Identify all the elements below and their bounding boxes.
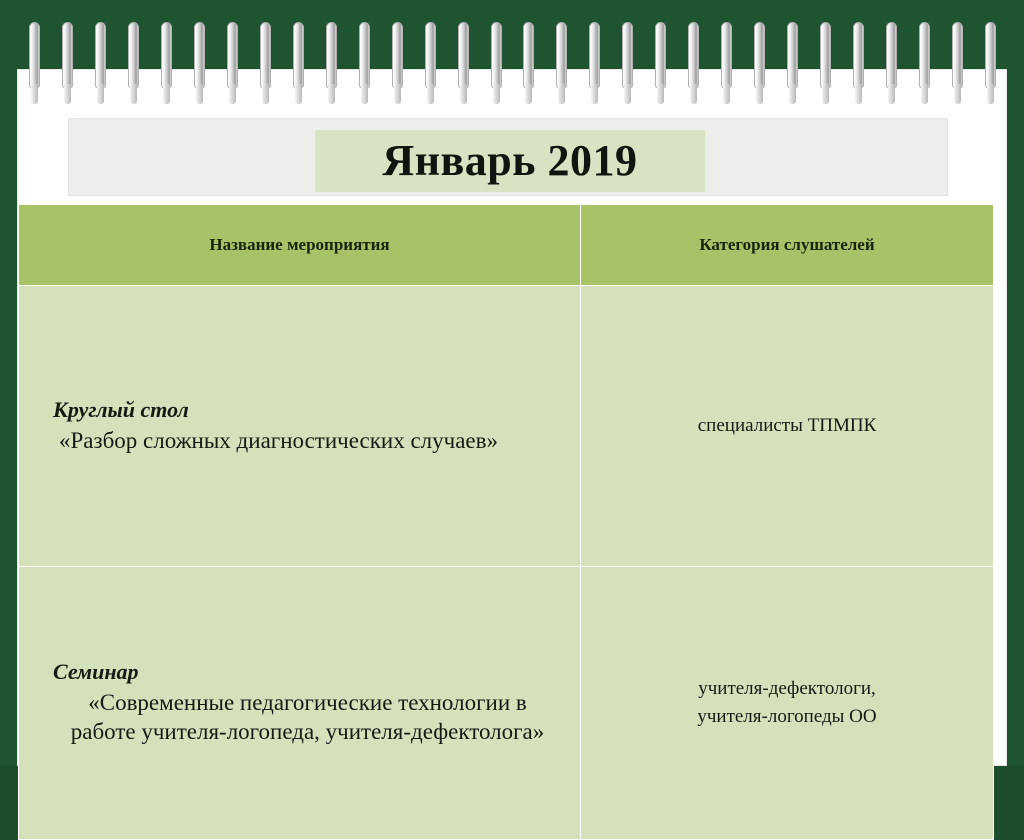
column-header-event: Название мероприятия xyxy=(19,205,581,286)
event-kind: Семинар xyxy=(53,659,139,685)
event-cell xyxy=(19,286,581,567)
audience-cell: специалисты ТПМПК xyxy=(581,286,994,567)
table-row xyxy=(19,286,994,567)
audience-cell xyxy=(581,567,994,840)
audience-line: учителя-логопеды ОО xyxy=(697,706,877,727)
page-title: Январь 2019 xyxy=(382,136,638,185)
schedule-table-wrapper xyxy=(18,204,1006,756)
schedule-table xyxy=(18,204,994,840)
event-title: «Современные педагогические технологии в работе учителя-логопеда, учителя-дефектолога» xyxy=(70,690,545,744)
table-header-row xyxy=(19,205,994,286)
column-header-audience: Категория слушателей xyxy=(581,205,994,286)
event-kind: Круглый стол xyxy=(53,396,189,422)
event-title: «Разбор сложных диагностических случаев» xyxy=(59,427,498,453)
event-cell xyxy=(19,567,581,840)
audience-line: учителя-дефектологи, xyxy=(698,678,876,700)
table-row xyxy=(19,567,994,840)
